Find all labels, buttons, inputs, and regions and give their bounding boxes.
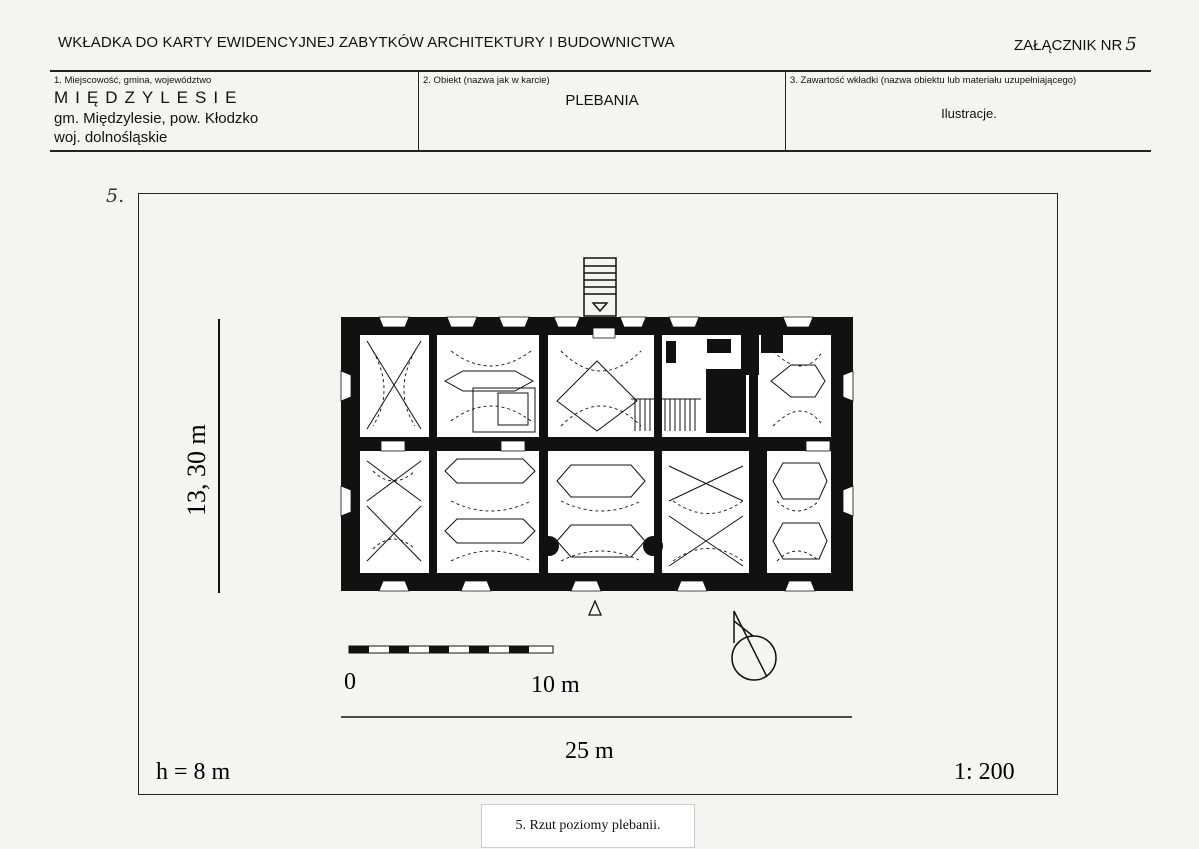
entrance-stairs-north xyxy=(584,258,616,316)
width-dimension-label: 25 m xyxy=(565,738,614,764)
height-above-ground-label: h = 8 m xyxy=(156,759,231,785)
drawing-frame xyxy=(138,193,1058,795)
drawing-scale-label: 1: 200 xyxy=(954,759,1015,785)
scale-bar-start-label: 0 xyxy=(344,669,356,695)
object-label: 2. Obiekt (nazwa jak w karcie) xyxy=(423,75,550,86)
content-label: 3. Zawartość wkładki (nazwa obiektu lub materiału uzupełniającego) xyxy=(790,75,1077,86)
scale-bar-end-label: 10 m xyxy=(531,672,580,698)
location-cell xyxy=(50,72,417,150)
object-name: PLEBANIA xyxy=(565,92,639,109)
municipality: gm. Międzylesie, pow. Kłodzko xyxy=(54,110,259,127)
north-arrow-icon xyxy=(732,611,776,680)
object-cell xyxy=(418,72,785,150)
figure-caption: 5. Rzut poziomy plebanii. xyxy=(481,804,695,848)
place-name: MIĘDZYLESIE xyxy=(54,88,244,107)
location-label: 1. Miejscowość, gmina, województwo xyxy=(54,75,212,86)
annex-label: ZAŁĄCZNIK NR xyxy=(1014,37,1123,54)
floor-plan-drawing xyxy=(139,194,1057,794)
voivodeship: woj. dolnośląskie xyxy=(54,129,168,146)
header-table xyxy=(50,70,1151,152)
annex-number xyxy=(1014,34,1137,55)
content-cell xyxy=(785,72,1152,150)
document-title: WKŁADKA DO KARTY EWIDENCYJNEJ ZABYTKÓW ARCHITEKTURY I BUDOWNICTWA xyxy=(58,34,675,51)
scale-bar xyxy=(349,646,553,653)
building-plan xyxy=(341,317,853,591)
height-dimension-label: 13, 30 m xyxy=(182,424,211,516)
annex-handwritten-number: 5 xyxy=(1125,34,1137,55)
entrance-marker-south xyxy=(589,601,601,615)
figure-number: 5. xyxy=(106,185,125,207)
content-value: Ilustracje. xyxy=(941,106,997,121)
